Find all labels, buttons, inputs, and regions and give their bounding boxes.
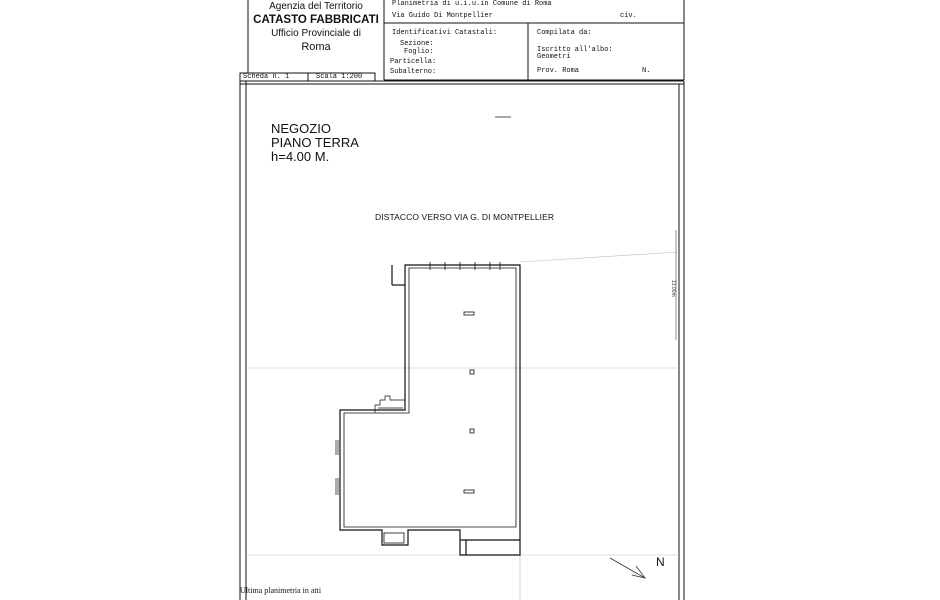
title-piano: PIANO TERRA xyxy=(271,135,359,150)
agency-name: Agenzia del Territorio xyxy=(269,1,363,12)
subalterno-label: Subalterno: xyxy=(390,68,437,76)
agency-header xyxy=(248,0,384,54)
ufficio-label: Ufficio Provinciale di xyxy=(271,28,361,39)
dimension-note: 13.00m xyxy=(670,280,676,297)
particella-label: Particella: xyxy=(390,58,437,66)
scala-label: Scala 1:200 xyxy=(316,73,363,81)
foglio-label: Foglio: xyxy=(404,48,434,56)
footer-note: Ultima planimetria in atti xyxy=(240,586,322,595)
geometri-label: Geometri xyxy=(537,53,571,61)
address-label: Via Guido Di Montpellier xyxy=(392,12,493,20)
north-label: N xyxy=(656,555,665,569)
iscritto-label: Iscritto all'albo: xyxy=(537,46,613,54)
prov-label: Prov. Roma xyxy=(537,67,580,75)
planimetria-label: Planimetria di u.i.u.in Comune di Roma xyxy=(392,0,552,8)
catasto-title: CATASTO FABBRICATI xyxy=(253,14,379,26)
compilata-label: Compilata da: xyxy=(537,29,592,37)
title-negozio: NEGOZIO xyxy=(271,121,331,136)
n-label: N. xyxy=(642,67,651,75)
scheda-label: Scheda n. 1 xyxy=(243,73,290,81)
identificativi-label: Identificativi Catastali: xyxy=(392,29,498,37)
city-label: Roma xyxy=(301,41,331,53)
sezione-label: Sezione: xyxy=(400,40,434,48)
distacco-label: DISTACCO VERSO VIA G. DI MONTPELLIER xyxy=(375,212,555,222)
civ-label: civ. xyxy=(620,12,637,20)
title-height: h=4.00 M. xyxy=(271,149,330,164)
